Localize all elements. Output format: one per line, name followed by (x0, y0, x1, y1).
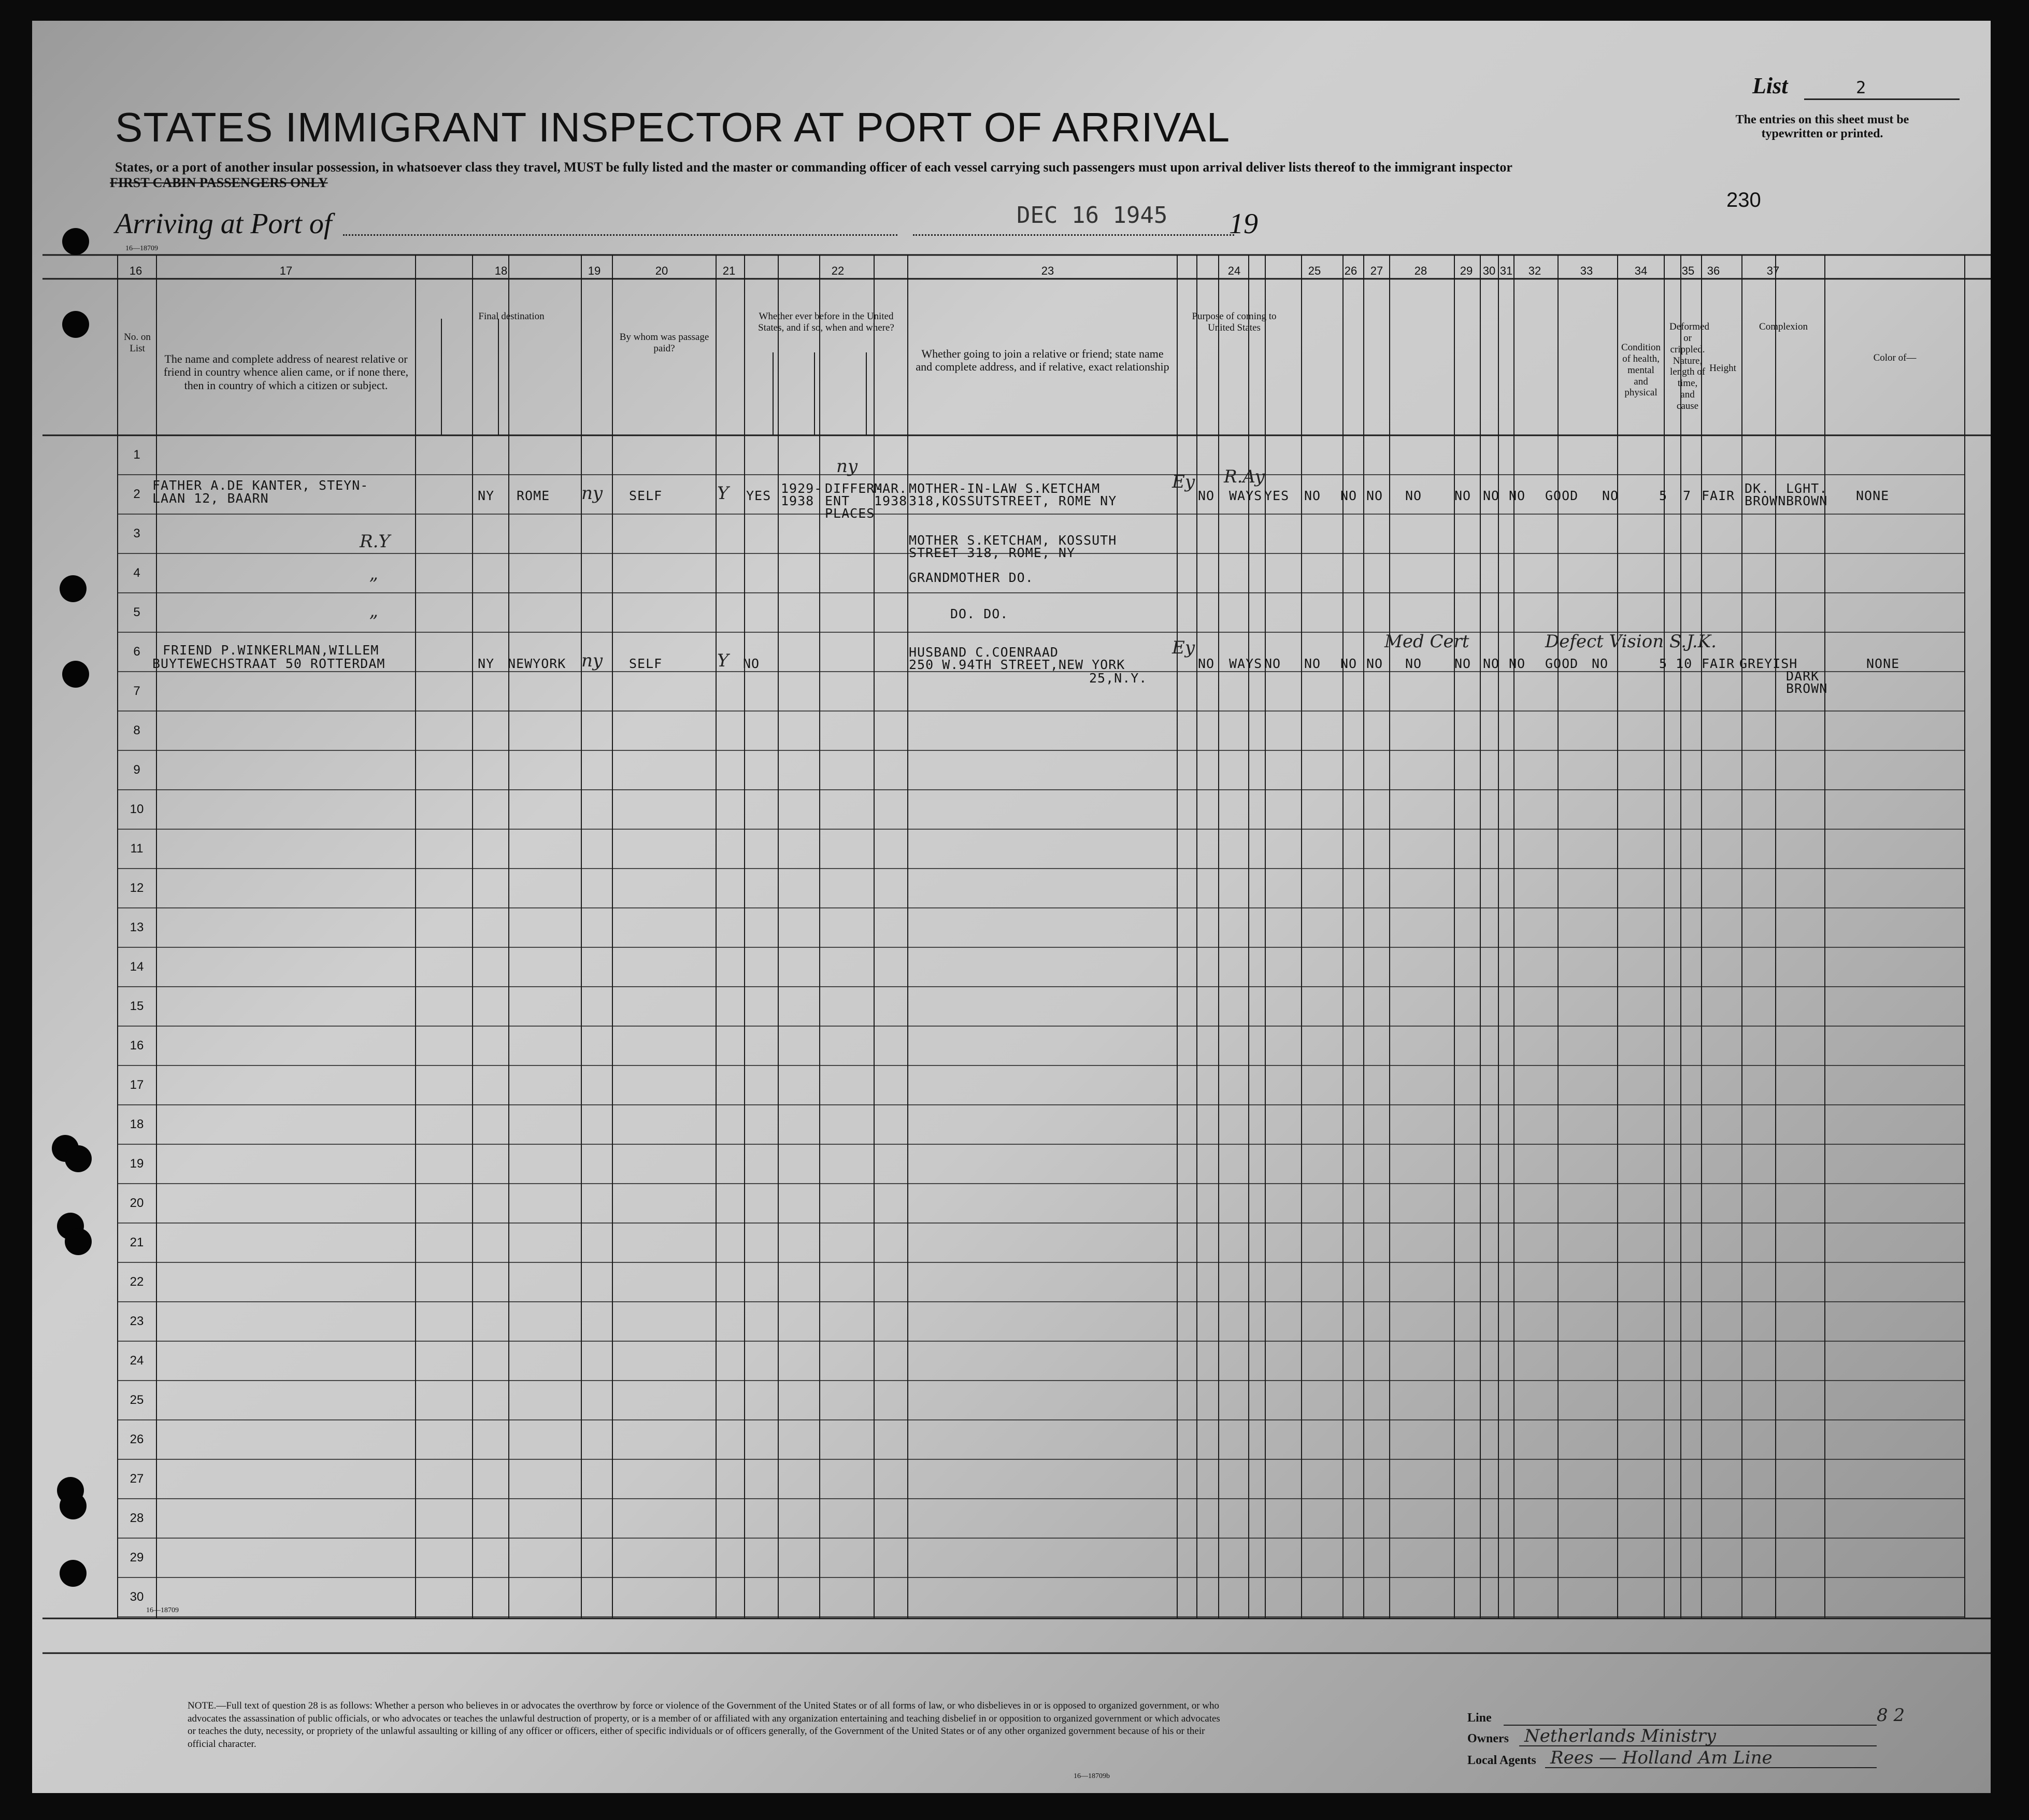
column-header: The name and complete address of nearest relative or friend in country whence alien came, or if none there, then in country of which a citizen or subject. (163, 352, 409, 392)
entry5-c27: NO (1366, 656, 1383, 671)
row-number: 9 (133, 763, 140, 777)
row-number: 26 (130, 1432, 144, 1446)
entry5-c30: NO (1483, 656, 1500, 671)
entry1-c31: NO (1509, 488, 1526, 503)
entry4-join: DO. DO. (950, 606, 1009, 621)
row-number: 3 (133, 527, 140, 541)
entry2-eyes: BROWN (1786, 493, 1828, 508)
column-number: 33 (1580, 264, 1593, 277)
entry5-purpose-ways: WAYS (1229, 656, 1263, 671)
year-prefix: 19 (1229, 208, 1258, 240)
footnote: NOTE.—Full text of question 28 is as follows: Whether a person who believes in or advocates the overthrow by force or violence of the Government of the United States or of all forms of law, or who disbelieves in or is opposed to organized government, or who advocates the assassination of public officials, or who advocates or teaches the unlawful destruction of property, or is a member of or affiliated with any organization entertaining and teaching disbelief in or opposition to organized government or which advocates or teaches the duty, necessity, or propriety of the unlawful assaulting or killing of any officer or officers, either of specific individuals or of officers generally, of the Government of the United States or of any other organized government because of his or their official character. (188, 1700, 1220, 1750)
line-value: 8 2 (1877, 1705, 1905, 1726)
row-number: 16 (130, 1039, 144, 1053)
entry5-hair2: DARK (1786, 669, 1820, 684)
sheet-number: 230 (1726, 189, 1761, 211)
row-number: 11 (130, 842, 144, 856)
column-number: 24 (1227, 264, 1241, 277)
entry5-ticket: ny (581, 650, 603, 671)
entry2-hand: R.Y (360, 531, 390, 552)
entry5-health: GOOD (1545, 656, 1579, 671)
column-number: 34 (1634, 264, 1648, 277)
column-number: 23 (1041, 264, 1054, 277)
row-number: 10 (130, 802, 144, 816)
entry5-marks: NONE (1866, 656, 1900, 671)
entry5-before: NO (743, 656, 760, 671)
entry5-signature: S.J.K. (1669, 631, 1717, 652)
punch-hole-icon (60, 575, 87, 602)
entry1-before: YES (746, 488, 771, 503)
row-number: 1 (133, 448, 140, 462)
manifest-sheet (32, 21, 1991, 1793)
column-number: 19 (588, 264, 601, 277)
entry1-deformed: NO (1602, 488, 1619, 503)
entry2-where: ENT (825, 493, 850, 508)
entry5-hair3: BROWN (1786, 681, 1828, 696)
entry2-join: 318,KOSSUTSTREET, ROME NY (909, 493, 1117, 508)
punch-hole-icon (65, 1145, 92, 1172)
entry5-join2: 250 W.94TH STREET,NEW YORK (909, 657, 1125, 672)
entry5-join: HUSBAND C.COENRAAD (909, 645, 1059, 660)
column-number: 27 (1370, 264, 1383, 277)
page-title: STATES IMMIGRANT INSPECTOR AT PORT OF ARRIVAL (115, 104, 1231, 150)
entry3-join-b: GRANDMOTHER DO. (909, 570, 1034, 585)
entry1-c30: NO (1483, 488, 1500, 503)
owners-value: Netherlands Ministry (1524, 1726, 1716, 1746)
entry1-remark: R.Ay (1224, 466, 1265, 487)
bottom-form-code: 16—18709 (146, 1606, 179, 1614)
list-label: List (1752, 73, 1788, 98)
entry5-purpose-no: NO (1198, 656, 1215, 671)
entry5-c29: NO (1454, 656, 1471, 671)
column-header: By whom was passage paid? (619, 332, 709, 354)
column-number: 28 (1414, 264, 1427, 277)
punch-hole-icon (62, 661, 89, 688)
punch-hole-icon (60, 1492, 87, 1519)
entry5-state: NY (478, 656, 495, 671)
column-number: 20 (655, 264, 668, 277)
punch-hole-icon (62, 311, 89, 338)
entry3-hand: ” (369, 574, 378, 595)
row-number: 13 (130, 920, 144, 934)
column-header: Color of— (1873, 352, 1917, 363)
entry1-city: ROME (517, 488, 550, 503)
entry5-c26: NO (1340, 656, 1358, 671)
entry1-marks: NONE (1856, 488, 1890, 503)
entry1-relative: FATHER A.DE KANTER, STEYN- (152, 478, 369, 493)
column-header: Height (1709, 363, 1736, 374)
row-number: 6 (133, 645, 140, 659)
arriving-label: Arriving at Port of (115, 208, 332, 240)
column-header: Final destination (478, 311, 545, 322)
column-number: 18 (494, 264, 508, 277)
column-header: Complexion (1759, 321, 1808, 332)
row-number: 30 (130, 1590, 144, 1604)
entry5-c31: NO (1509, 656, 1526, 671)
entry1-eyes: LGHT. (1786, 481, 1828, 496)
entry1-years: 1929- (781, 481, 823, 496)
entry5-med-cert: Med Cert (1384, 631, 1469, 652)
entry1-state: NY (478, 488, 495, 503)
entry1-paid: SELF (629, 488, 663, 503)
row-number: 22 (130, 1275, 144, 1289)
class-line: FIRST CABIN PASSENGERS ONLY (110, 175, 328, 190)
entry5-fifty: Y (717, 650, 729, 671)
row-number: 27 (130, 1472, 144, 1486)
column-number: 30 (1482, 264, 1496, 277)
entry1-where: DIFFER- (825, 481, 883, 496)
line-label: Line (1467, 1711, 1492, 1725)
row-number: 19 (130, 1157, 144, 1171)
column-header: Deformed or crippled. Nature, length of time, and cause (1669, 321, 1710, 411)
column-number: 29 (1460, 264, 1473, 277)
column-number: 36 (1707, 264, 1720, 277)
column-header: Whether going to join a relative or friend; state name and complete address, and if relative, exact relationship (916, 347, 1169, 374)
row-number: 2 (133, 487, 140, 501)
column-number: 21 (722, 264, 736, 277)
entry2-years: 1938 (781, 493, 815, 508)
footnote-code: 16—18709b (1074, 1772, 1110, 1780)
entry5-defect: Defect Vision (1545, 631, 1664, 652)
row-number: 15 (130, 999, 144, 1013)
entry5-city: NEWYORK (508, 656, 566, 671)
row-number: 12 (130, 881, 144, 895)
entry5-c28: NO (1405, 656, 1422, 671)
entry5-relative2: BUYTEWECHSTRAAT 50 ROTTERDAM (152, 656, 385, 671)
row-number: 14 (130, 960, 144, 974)
form-grid (32, 21, 1991, 1793)
entry5-relative: FRIEND P.WINKERLMAN,WILLEM (163, 643, 379, 658)
entry5-c25: NO (1304, 656, 1321, 671)
entry1-hair: DK. (1745, 481, 1770, 496)
entry2-hair: BROWN (1745, 493, 1787, 508)
entry3-join: STREET 318, ROME, NY (909, 545, 1076, 560)
entry1-where-3: PLACES (825, 506, 875, 521)
entry4-hand: ” (369, 612, 378, 632)
agents-label: Local Agents (1467, 1754, 1536, 1767)
row-number: 23 (130, 1314, 144, 1328)
row-number: 17 (130, 1078, 144, 1092)
entry1-purpose-ways: WAYS (1229, 488, 1263, 503)
intro-text: States, or a port of another insular possession, in whatsoever class they travel, MUST be fully listed and the master or commanding officer of each vessel carrying such passengers must upon arrival deliver lists thereof to the immigrant inspector (115, 160, 1512, 175)
entry1-health: GOOD (1545, 488, 1579, 503)
list-number: 2 (1856, 78, 1867, 97)
column-number: 26 (1344, 264, 1358, 277)
row-number: 4 (133, 566, 140, 580)
punch-hole-icon (62, 228, 89, 255)
owners-label: Owners (1467, 1732, 1509, 1745)
entry2-join-b: MOTHER S.KETCHAM, KOSSUTH (909, 533, 1117, 548)
row-number: 8 (133, 723, 140, 737)
punch-hole-icon (60, 1560, 87, 1587)
entry5-deformed: NO (1592, 656, 1609, 671)
row-number: 21 (130, 1235, 144, 1249)
entry1-c28: NO (1405, 488, 1422, 503)
column-number: 22 (831, 264, 845, 277)
row-number: 18 (130, 1117, 144, 1131)
punch-hole-icon (65, 1228, 92, 1255)
entry1-inches: 7 (1683, 488, 1692, 503)
entry5-paid: SELF (629, 656, 663, 671)
entry5-join3: 25,N.Y. (1089, 671, 1148, 686)
row-number: 25 (130, 1393, 144, 1407)
entry1-purpose-yes: YES (1264, 488, 1290, 503)
column-number: 32 (1528, 264, 1541, 277)
column-number: 17 (279, 264, 293, 277)
column-header: Condition of health, mental and physical (1621, 342, 1661, 399)
entry1-purpose: Ey (1172, 472, 1195, 492)
instruction-text: The entries on this sheet must be typewritten or printed. (1735, 113, 1909, 140)
entry2-departure: 1938 (874, 493, 908, 508)
agents-value: Rees — Holland Am Line (1550, 1747, 1773, 1768)
row-number: 28 (130, 1511, 144, 1525)
entry1-complexion: FAIR (1702, 488, 1735, 503)
entry1-c27: NO (1366, 488, 1383, 503)
entry1-c29: NO (1454, 488, 1471, 503)
entry1-c26: NO (1340, 488, 1358, 503)
form-code: 16—18709 (125, 245, 158, 252)
row-number: 7 (133, 684, 140, 698)
row-number: 24 (130, 1354, 144, 1368)
entry1-c25: NO (1304, 488, 1321, 503)
column-header: No. on List (124, 332, 151, 354)
entry1-join: MOTHER-IN-LAW S.KETCHAM (909, 481, 1101, 496)
row-number: 20 (130, 1196, 144, 1210)
column-number: 35 (1681, 264, 1695, 277)
entry5-complexion: FAIR (1702, 656, 1735, 671)
entry5-height: 5 10 (1659, 656, 1693, 671)
date-stamp: DEC 16 1945 (1017, 202, 1168, 229)
entry1-ticket: ny (581, 483, 603, 504)
column-number: 31 (1499, 264, 1513, 277)
column-header: Whether ever before in the United States, and if so, when and where? (758, 311, 894, 333)
entry1-where-hand: ny (836, 456, 858, 477)
entry1-feet: 5 (1659, 488, 1668, 503)
entry2-relative: LAAN 12, BAARN (152, 491, 269, 506)
entry5-purpose-c: NO (1264, 656, 1281, 671)
entry5-purpose: Ey (1172, 637, 1195, 658)
entry5-hair: GREYISH (1739, 656, 1798, 671)
entry1-departure: MAR. (874, 481, 908, 496)
row-number: 5 (133, 605, 140, 619)
row-number: 29 (130, 1551, 144, 1565)
column-number: 37 (1766, 264, 1780, 277)
column-number: 16 (129, 264, 142, 277)
entry1-fifty: Y (717, 483, 729, 504)
entry1-purpose-no: NO (1198, 488, 1215, 503)
column-header: Purpose of coming to United States (1192, 311, 1277, 333)
column-number: 25 (1308, 264, 1321, 277)
